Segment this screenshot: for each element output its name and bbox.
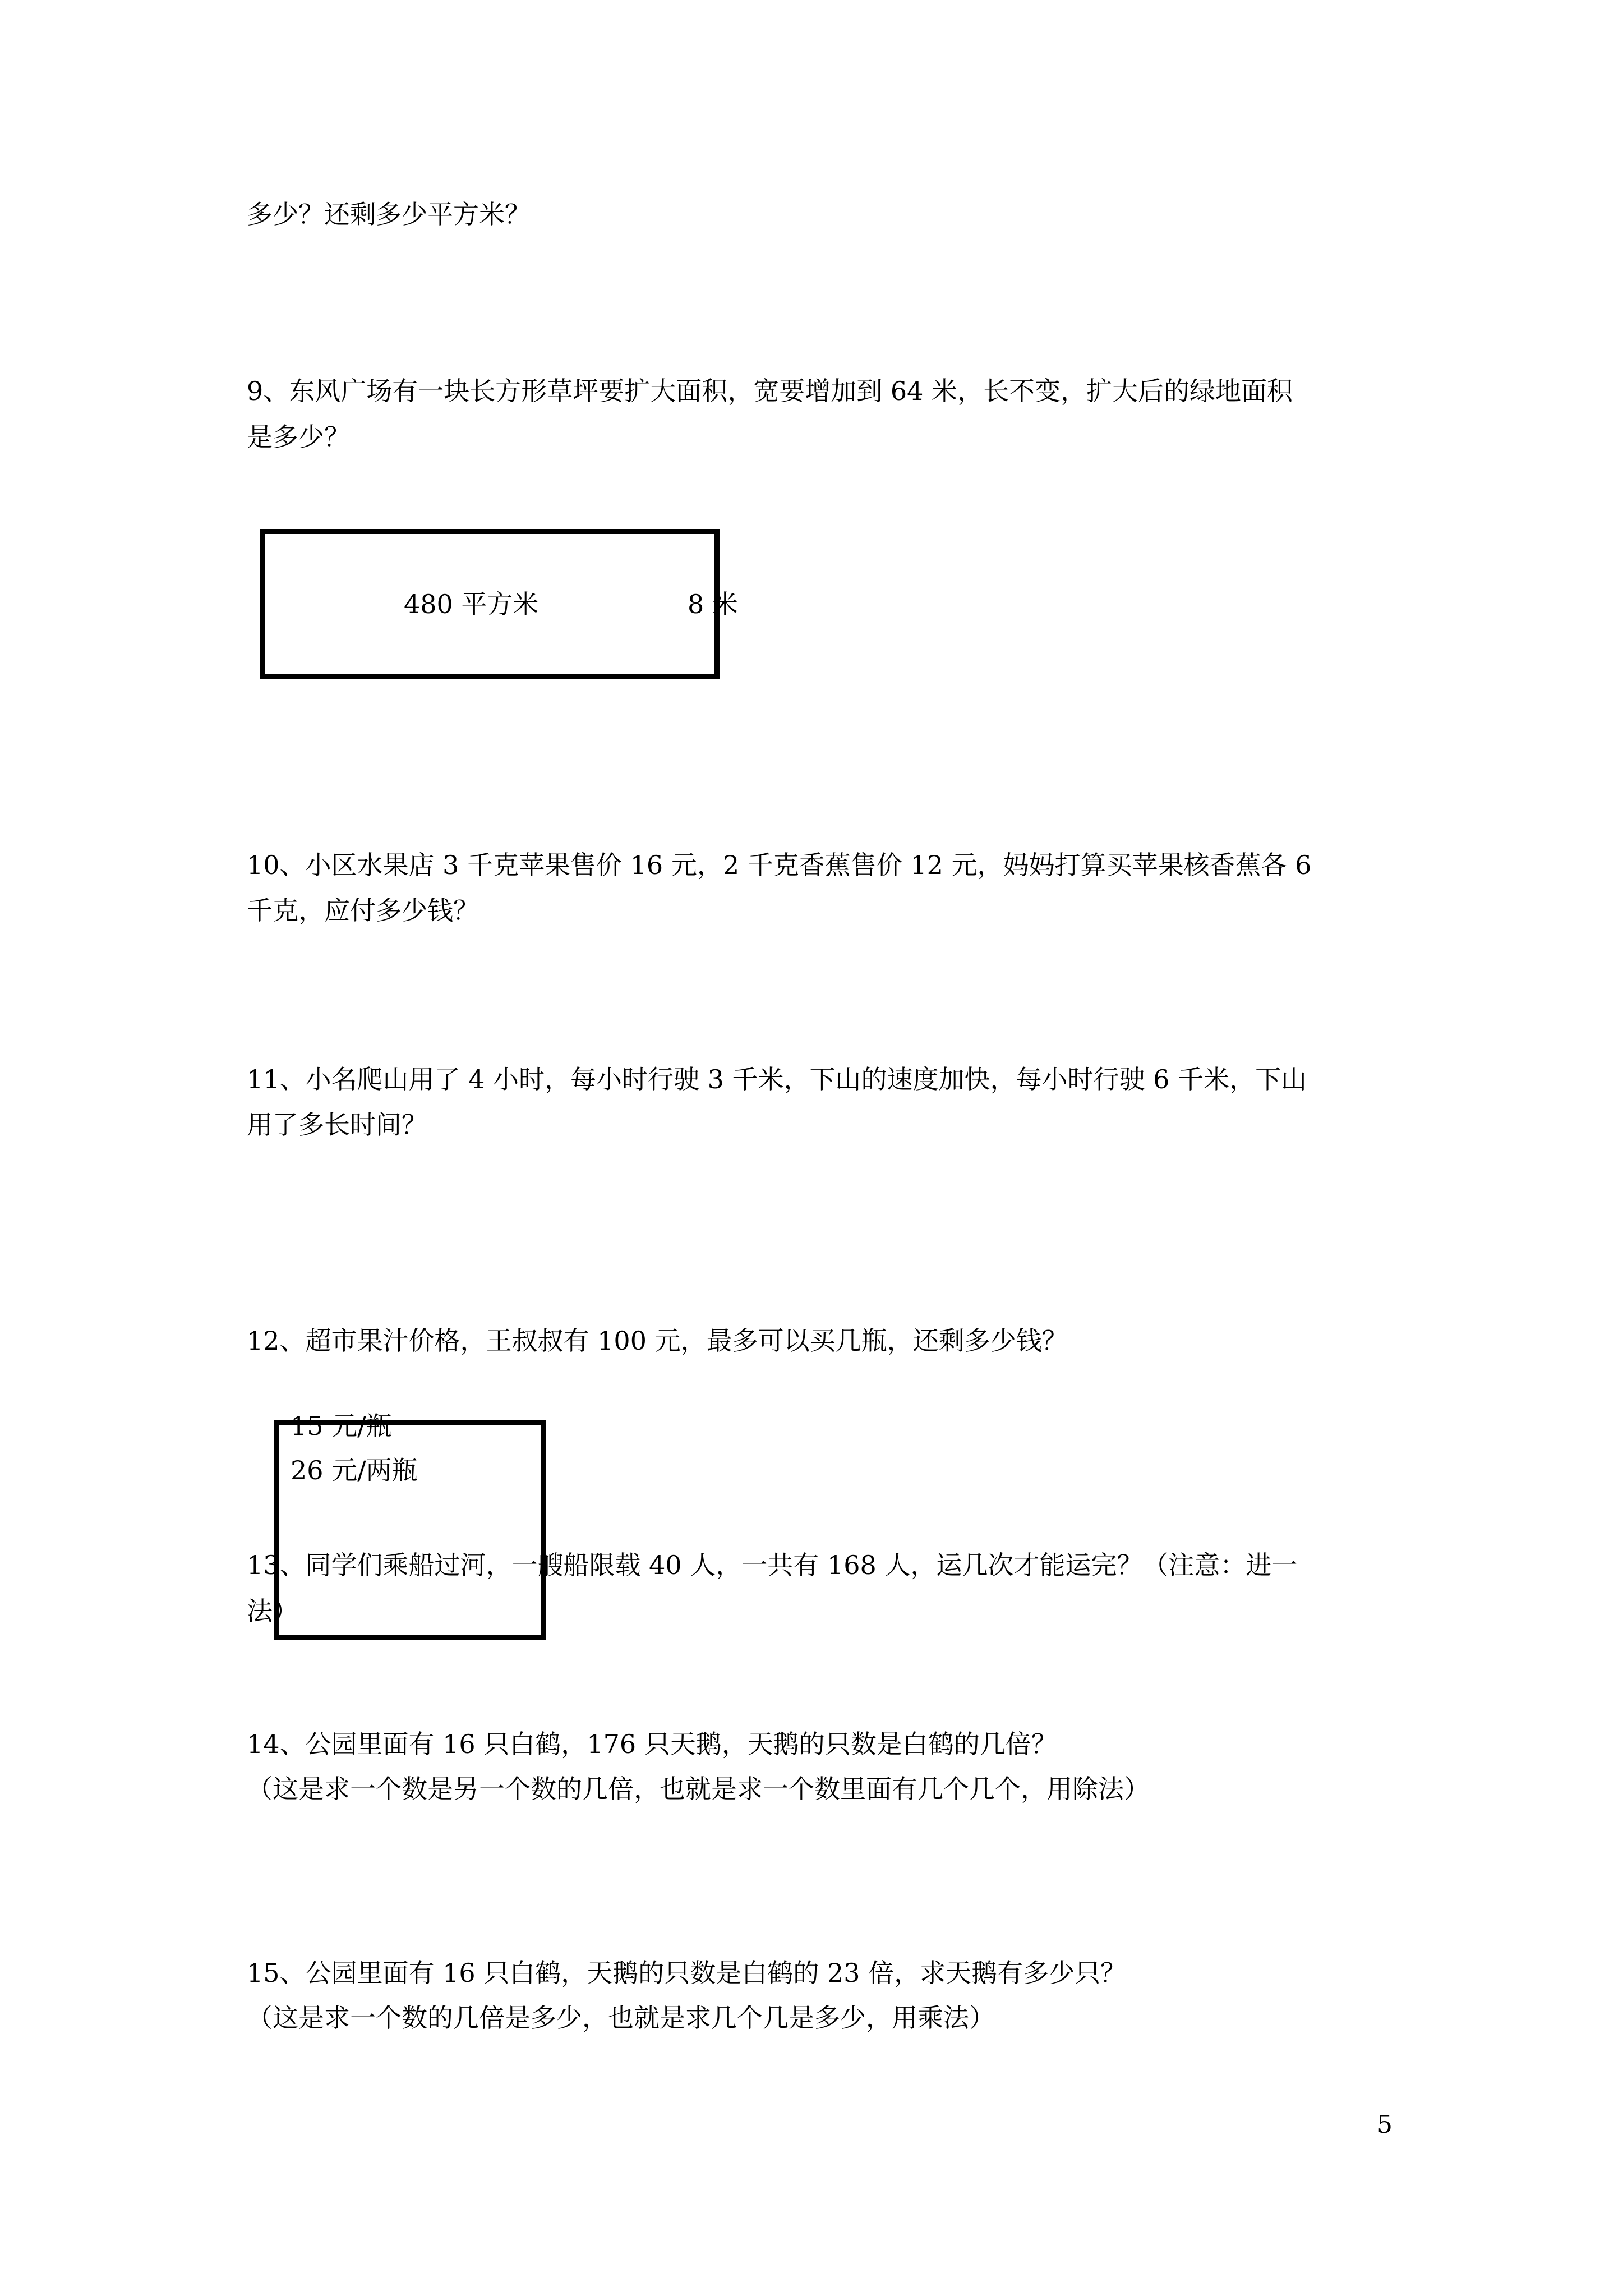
page-number: 5 [1377,2110,1393,2139]
question-13-line-2: 法） [247,1596,298,1626]
question-15-line-2: （这是求一个数的几倍是多少，也就是求几个几是多少，用乘法） [247,2003,995,2033]
question-11-line-2: 用了多长时间？ [247,1110,427,1140]
question-9-line-1: 9、东风广场有一块长方形草坪要扩大面积，宽要增加到 64 米，长不变，扩大后的绿地面积 [247,376,1293,406]
question-14-line-1: 14、公园里面有 16 只白鹤，176 只天鹅，天鹅的只数是白鹤的几倍？ [247,1729,1057,1759]
text-continuation: 多少？还剩多少平方米？ [247,199,531,229]
question-12: 12、超市果汁价格，王叔叔有 100 元，最多可以买几瓶，还剩多少钱？ [247,1326,1068,1356]
question-15-line-1: 15、公园里面有 16 只白鹤，天鹅的只数是白鹤的 23 倍，求天鹅有多少只？ [247,1958,1127,1988]
lawn-area-label: 480 平方米 [404,589,539,619]
question-10-line-1: 10、小区水果店 3 千克苹果售价 16 元，2 千克香蕉售价 12 元，妈妈打算买苹果核香蕉各 6 [247,850,1312,880]
juice-price-box [274,1420,546,1640]
juice-price-pair: 26 元/两瓶 [291,1455,418,1485]
lawn-width-label: 8 米 [688,589,738,619]
question-14-line-2: （这是求一个数是另一个数的几倍，也就是求一个数里面有几个几个，用除法） [247,1774,1150,1804]
juice-price-single: 15 元/瓶 [291,1411,392,1441]
question-13-line-1: 13、同学们乘船过河，一艘船限载 40 人，一共有 168 人，运几次才能运完？（注意：进一 [247,1550,1298,1580]
question-9-line-2: 是多少？ [247,422,350,452]
question-11-line-1: 11、小名爬山用了 4 小时，每小时行驶 3 千米，下山的速度加快，每小时行驶 6 千米，下山 [247,1064,1307,1094]
question-10-line-2: 千克，应付多少钱？ [247,895,479,926]
